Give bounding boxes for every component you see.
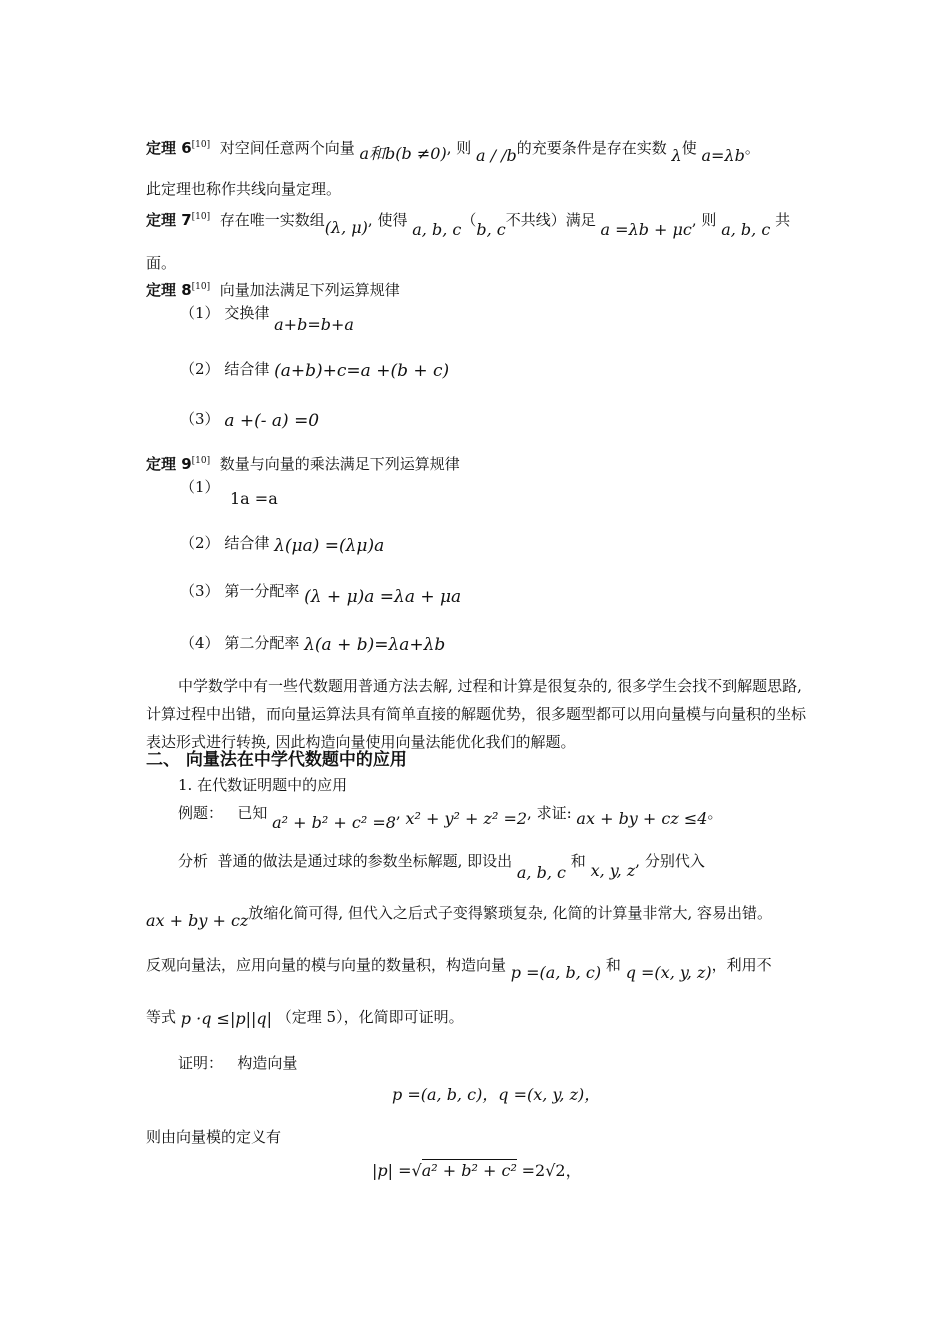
theorem-7-math-e: a, b, c	[721, 220, 771, 239]
analysis-and: 和	[570, 852, 586, 870]
intro-paragraph: 中学数学中有一些代数题用普通方法去解, 过程和计算是很复杂的, 很多学生会找不到解题思路, 计算过程中出错，而向量运算法具有简单直接的解题优势，很多题型都可以用向量模与向量积的坐标表达形式进行转换, 因此构造向量使用向量法能优化我们的解题。	[146, 677, 807, 751]
item-formula: a+b=b+a	[274, 315, 354, 334]
theorem-7-math-c: b, c	[476, 220, 506, 239]
proof-line	[178, 1052, 297, 1074]
theorem-6-label: 定理 6	[146, 139, 192, 157]
analysis-label: 分析	[178, 852, 209, 870]
item-formula: a +(- a) =0	[224, 411, 320, 431]
example-prove-text: , 求证:	[527, 804, 572, 822]
theorem-9-ref: [10]	[191, 456, 211, 466]
contrast-text-b: ，利用不	[711, 956, 772, 974]
item-number: （3）	[180, 410, 220, 428]
theorem-6-math-b: a / /b	[476, 146, 517, 165]
contrast-math-1: p =(a, b, c)	[510, 963, 602, 982]
item-name: 交换律	[224, 304, 270, 322]
example-condition-2: x² + y² + z² =2	[405, 809, 528, 828]
theorem-6-text-b: , 则	[446, 139, 472, 157]
inequality-text-a: 等式	[146, 1008, 177, 1026]
contrast-text-a: 反观向量法，应用向量的模与向量的数量积，构造向量	[146, 956, 507, 974]
theorem-9-item-1	[180, 476, 220, 498]
theorem-6-text-e: 。	[744, 139, 760, 157]
analysis-text-a: 普通的做法是通过球的参数坐标解题, 即设出	[217, 852, 513, 870]
item-number: （1）	[180, 478, 220, 496]
example-goal: ax + by + cz ≤4	[576, 809, 708, 828]
analysis-line	[178, 850, 705, 882]
item-number: （2）	[180, 360, 220, 378]
analysis-line-2	[146, 902, 773, 930]
item-name: 结合律	[224, 360, 270, 378]
item-number: （3）	[180, 582, 220, 600]
theorem-6-text-c: 的充要条件是存在实数	[516, 139, 667, 157]
theorem-8-title: 向量加法满足下列运算规律	[219, 281, 400, 299]
theorem-6-ref: [10]	[191, 140, 211, 150]
item-name: 第一分配率	[224, 582, 300, 600]
theorem-6-math-a: a和b(b ≠0)	[359, 144, 447, 163]
theorem-6-continuation: 此定理也称作共线向量定理。	[146, 180, 342, 198]
theorem-9-item-3	[180, 580, 462, 607]
theorem-6-math-d: a=λb	[701, 146, 745, 165]
analysis-text-b: , 分别代入	[635, 852, 705, 870]
theorem-7-line	[146, 206, 791, 239]
modulus-right: =2√2，	[521, 1161, 582, 1180]
item-formula: (a+b)+c=a +(b + c)	[274, 361, 450, 381]
item-formula: (λ + μ)a =λa + μa	[304, 587, 462, 607]
inequality-math: p ·q ≤|p||q|	[180, 1009, 272, 1028]
theorem-7-text-c: （	[461, 211, 477, 229]
theorem-7-text-a: 存在唯一实数组	[219, 211, 325, 229]
section-2-heading: 二、 向量法在中学代数题中的应用	[146, 750, 407, 770]
theorem-9-item-2	[180, 532, 384, 554]
item-name: 第二分配率	[224, 634, 300, 652]
theorem-8-item-3	[180, 408, 319, 430]
theorem-7-text-f: 共	[775, 211, 791, 229]
theorem-7-text-d: 不共线）满足	[505, 211, 596, 229]
example-label: 例题：	[178, 804, 224, 822]
example-end: 。	[707, 804, 723, 822]
proof-label: 证明：	[178, 1054, 224, 1072]
analysis-math-1: a, b, c	[516, 863, 566, 882]
theorem-7-math-d: a =λb + μc	[600, 220, 692, 239]
example-line: 例题： 已知 a² + b² + c² =8, x² + y² + z² =2, 求证: ax + by + cz ≤4。	[178, 804, 723, 832]
contrast-and: 和	[605, 956, 621, 974]
theorem-8-ref: [10]	[191, 282, 211, 292]
item-formula: λ(a + b)=λa+λb	[304, 635, 446, 655]
theorem-8-item-2	[180, 358, 449, 380]
modulus-formula: |p| =√a² + b² + c² =2√2，	[372, 1161, 582, 1180]
inequality-text-b: （定理 5），化简即可证明。	[276, 1008, 464, 1026]
theorem-9-item-4	[180, 632, 445, 654]
analysis-math-2: x, y, z	[590, 861, 636, 880]
theorem-9-label: 定理 9	[146, 455, 192, 473]
theorem-8-heading	[146, 276, 400, 301]
theorem-9-item-1-formula	[230, 488, 278, 510]
theorem-6-math-c: λ	[671, 146, 682, 165]
proof-formula	[392, 1084, 600, 1106]
example-text: 已知	[237, 804, 268, 822]
theorem-9-heading	[146, 450, 460, 475]
theorem-6-text-d: 使	[681, 139, 697, 157]
subsection-1-title: 1. 在代数证明题中的应用	[178, 776, 348, 794]
item-number: （2）	[180, 534, 220, 552]
theorem-7-math-b: a, b, c	[412, 220, 462, 239]
theorem-7-continuation: 面。	[146, 254, 177, 272]
theorem-7-label: 定理 7	[146, 211, 192, 229]
analysis-math-3: ax + by + cz	[146, 911, 249, 930]
contrast-math-2: q =(x, y, z)	[625, 963, 712, 982]
theorem-6-line	[146, 134, 760, 165]
item-formula: λ(μa) =(λμ)a	[274, 536, 385, 556]
theorem-8-item-1	[180, 302, 354, 334]
inequality-line	[146, 1006, 464, 1028]
item-name: 结合律	[224, 534, 270, 552]
analysis-text-c: 放缩化简可得, 但代入之后式子变得繁琐复杂, 化简的计算量非常大, 容易出错。	[248, 904, 773, 922]
modulus-root: a² + b² + c²	[421, 1161, 517, 1180]
example-condition-1: a² + b² + c² =8	[272, 813, 396, 832]
modulus-line: 则由向量模的定义有	[146, 1128, 282, 1146]
theorem-7-ref: [10]	[191, 212, 211, 222]
contrast-line	[146, 954, 772, 982]
theorem-8-label: 定理 8	[146, 281, 192, 299]
item-number: （1）	[180, 304, 220, 322]
theorem-6-text-a: 对空间任意两个向量	[219, 139, 355, 157]
item-number: （4）	[180, 634, 220, 652]
theorem-7-text-e: , 则	[691, 211, 717, 229]
theorem-7-math-a: (λ, μ)	[324, 218, 368, 237]
theorem-7-text-b: , 使得	[367, 211, 408, 229]
theorem-9-title: 数量与向量的乘法满足下列运算规律	[219, 455, 460, 473]
proof-text: 构造向量	[237, 1054, 298, 1072]
proof-formula-text: p =(a, b, c)，q =(x, y, z)，	[392, 1085, 601, 1104]
modulus-left: |p| =	[372, 1161, 412, 1180]
item-formula: 1a =a	[230, 489, 278, 508]
